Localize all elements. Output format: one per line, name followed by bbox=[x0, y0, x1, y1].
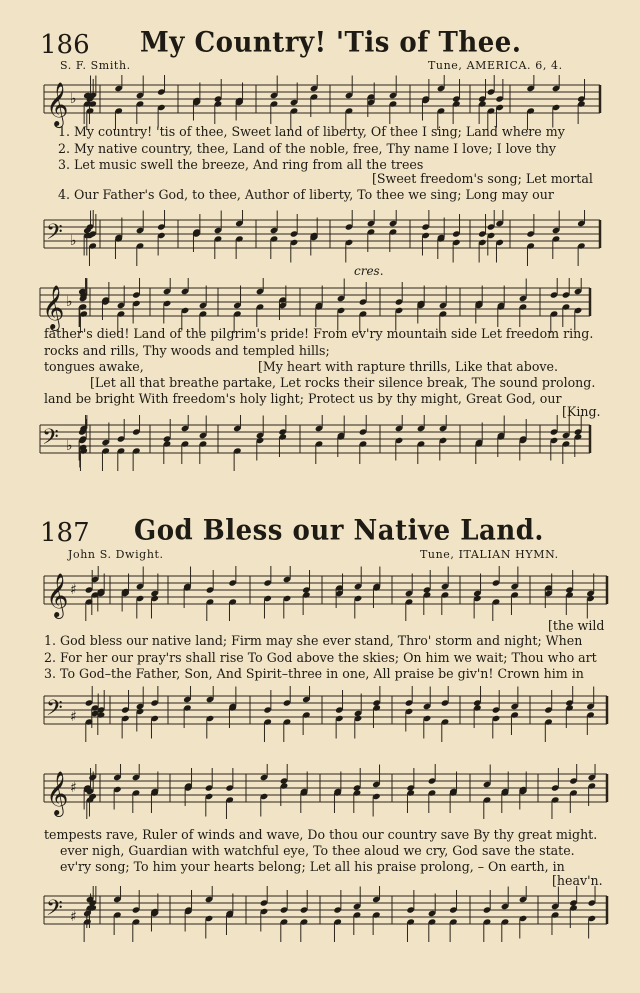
music-staff bbox=[0, 886, 640, 946]
lyric-line: 3. To God–the Father, Son, And Spirit–three in one, All praise be giv'n! Crown him in bbox=[44, 666, 584, 681]
lyric-line: [King. bbox=[562, 404, 601, 419]
music-staff bbox=[0, 686, 640, 746]
lyric-line: 4. Our Father's God, to thee, Author of liberty, To thee we sing; Long may our bbox=[58, 187, 554, 202]
lyric-line: [Sweet freedom's song; Let mortal bbox=[372, 171, 593, 186]
hymn-number: 187 bbox=[40, 518, 90, 548]
lyric-line: tongues awake, bbox=[44, 359, 144, 374]
lyric-line: [Let all that breathe partake, Let rocks their silence break, The sound prolong. bbox=[90, 375, 596, 390]
flat-sign-icon: ♭ bbox=[70, 91, 77, 107]
lyric-line: tempests rave, Ruler of winds and wave, Do thou our country save By thy great might. bbox=[44, 827, 598, 842]
lyric-line: [My heart with rapture thrills, Like that above. bbox=[258, 359, 558, 374]
treble-clef-icon: 𝄞 bbox=[46, 771, 69, 815]
lyric-line: 2. For her our pray'rs shall rise To God above the skies; On him we wait; Thou who art bbox=[44, 650, 597, 665]
sharp-sign-icon: ♯ bbox=[70, 909, 77, 925]
lyric-line: father's died! Land of the pilgrim's pride! From ev'ry mountain side Let freedom ring. bbox=[44, 326, 594, 341]
bass-clef-icon: 𝄢 bbox=[46, 696, 63, 726]
lyric-line: 1. My country! 'tis of thee, Sweet land of liberty, Of thee I sing; Land where my bbox=[58, 124, 565, 139]
treble-clef-icon: 𝄞 bbox=[46, 82, 69, 126]
sharp-sign-icon: ♯ bbox=[70, 780, 77, 796]
lyric-line: land be bright With freedom's holy light; Protect us by thy might, Great God, our bbox=[44, 391, 562, 406]
music-staff bbox=[0, 75, 640, 130]
dynamic-marking: cres. bbox=[354, 264, 384, 278]
lyric-line: 2. My native country, thee, Land of the noble, free, Thy name I love; I love thy bbox=[58, 141, 557, 156]
bass-clef-icon: 𝄢 bbox=[42, 425, 59, 455]
treble-clef-icon: 𝄞 bbox=[42, 285, 65, 329]
hymn-title: God Bless our Native Land. bbox=[134, 514, 544, 548]
hymn-tune: Tune, ITALIAN HYMN. bbox=[420, 548, 559, 561]
music-staff bbox=[0, 566, 640, 621]
sharp-sign-icon: ♯ bbox=[70, 582, 77, 598]
music-staff bbox=[0, 278, 640, 333]
sharp-sign-icon: ♯ bbox=[70, 709, 77, 725]
music-staff bbox=[0, 764, 640, 819]
flat-sign-icon: ♭ bbox=[66, 438, 73, 454]
bass-clef-icon: 𝄢 bbox=[46, 220, 63, 250]
lyric-line: 3. Let music swell the breeze, And ring from all the trees bbox=[58, 157, 424, 172]
flat-sign-icon: ♭ bbox=[70, 233, 77, 249]
flat-sign-icon: ♭ bbox=[66, 294, 73, 310]
music-staff bbox=[0, 415, 640, 475]
hymn-title: My Country! 'Tis of Thee. bbox=[140, 26, 522, 60]
hymn-author: John S. Dwight. bbox=[68, 548, 164, 561]
treble-clef-icon: 𝄞 bbox=[46, 573, 69, 617]
lyric-line: ev'ry song; To him your hearts belong; Let all his praise prolong, – On earth, in bbox=[60, 859, 565, 874]
bass-clef-icon: 𝄢 bbox=[46, 896, 63, 926]
lyric-line: ever nigh, Guardian with watchful eye, To thee aloud we cry, God save the state. bbox=[60, 843, 575, 858]
hymn-number: 186 bbox=[40, 30, 90, 60]
music-staff bbox=[0, 210, 640, 270]
lyric-line: [heav'n. bbox=[552, 873, 603, 888]
lyric-line: [the wild bbox=[548, 618, 605, 633]
hymn-author: S. F. Smith. bbox=[60, 59, 131, 72]
lyric-line: rocks and rills, Thy woods and templed hills; bbox=[44, 343, 330, 358]
hymn-tune: Tune, AMERICA. 6, 4. bbox=[428, 59, 563, 72]
lyric-line: 1. God bless our native land; Firm may she ever stand, Thro' storm and night; When bbox=[44, 633, 583, 648]
